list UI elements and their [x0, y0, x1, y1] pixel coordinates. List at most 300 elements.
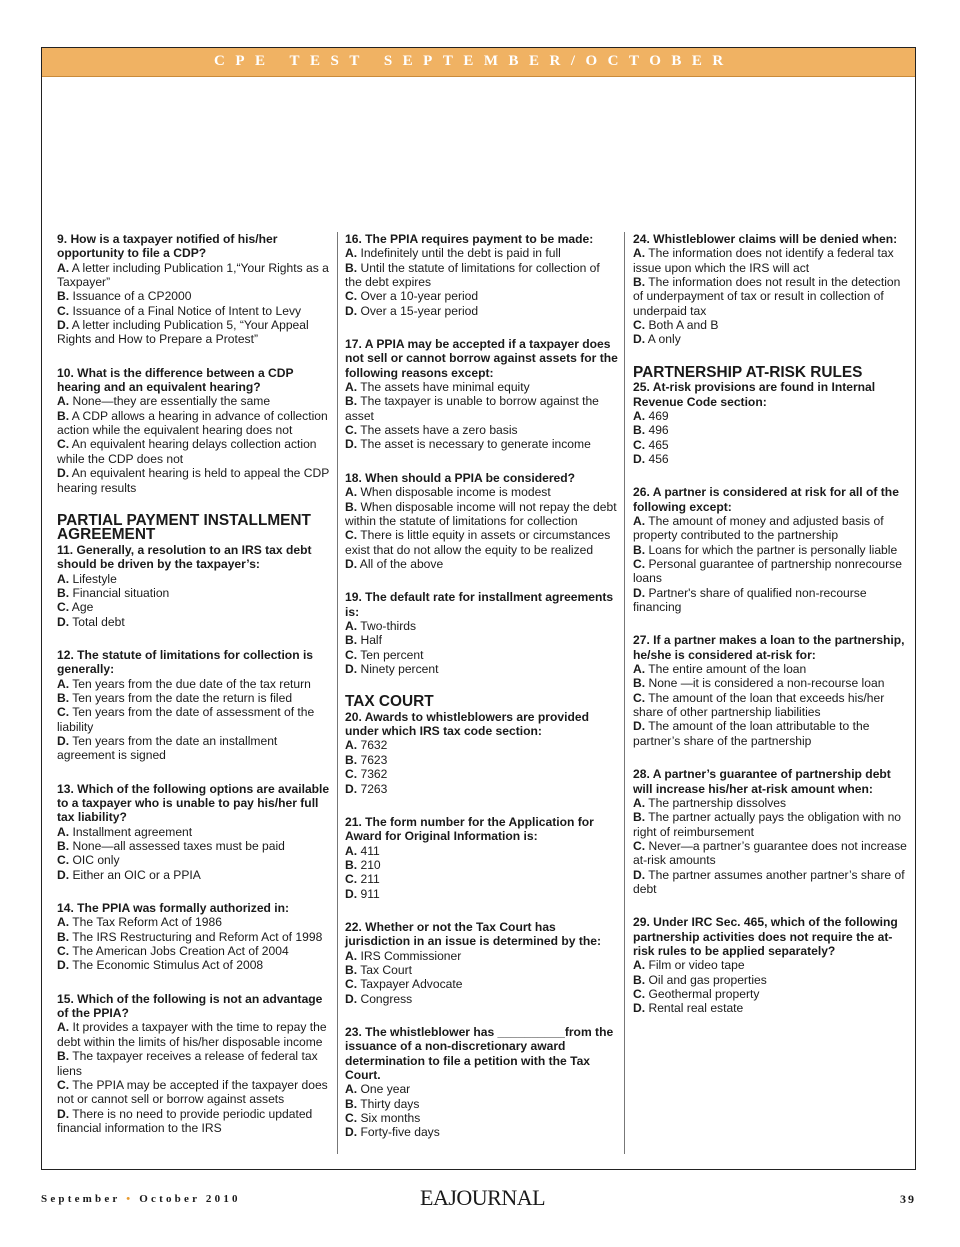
option-text: Financial situation [72, 585, 170, 600]
question-text: 23. The whistleblower has __________from the issuance of a non-discretionary award determination to file a petition with the Tax Court. [345, 1024, 614, 1082]
option-letter: D. [345, 556, 358, 571]
option-letter: B. [345, 1096, 358, 1111]
question-text: 14. The PPIA was formally authorized in: [57, 901, 290, 916]
option-text: Taxpayer Advocate [360, 977, 463, 992]
question-text: 18. When should a PPIA be considered? [345, 470, 576, 485]
answer-option [345, 437, 619, 451]
option-letter: C. [633, 318, 646, 333]
option-text: Film or video tape [648, 958, 745, 973]
option-text: The assets have a zero basis [360, 423, 518, 438]
issue-date [41, 1193, 241, 1205]
question-block [57, 366, 331, 495]
answer-option [345, 738, 619, 752]
option-text: There is little equity in assets or circumstances exist that do not allow the equity to be realized [345, 528, 611, 557]
option-text: None —it is considered a non-recourse loan [648, 676, 885, 691]
answer-option [57, 868, 331, 882]
option-text: IRS Commissioner [360, 948, 462, 963]
page-number: 39 [900, 1192, 916, 1206]
option-text: The information does not identify a federal tax issue upon which the IRS will act [633, 246, 894, 275]
option-text: The Economic Stimulus Act of 2008 [72, 958, 264, 973]
answer-option [345, 977, 619, 991]
answer-option [57, 289, 331, 303]
option-letter: D. [345, 661, 358, 676]
option-letter: B. [633, 542, 646, 557]
answer-option [57, 586, 331, 600]
option-text: Issuance of a CP2000 [72, 289, 192, 304]
option-letter: B. [633, 676, 646, 691]
answer-option [633, 796, 907, 810]
option-letter: A. [633, 958, 646, 973]
option-text: The PPIA may be accepted if the taxpayer does not or cannot sell or borrow against assets [57, 1077, 328, 1107]
option-letter: B. [57, 1049, 70, 1064]
answer-option [57, 1020, 331, 1049]
option-text: Until the statute of limitations for collection of the debt expires [345, 260, 600, 290]
option-text: 911 [360, 886, 380, 901]
question-block [57, 232, 331, 347]
option-text: When disposable income is modest [360, 485, 551, 500]
option-text: Ten years from the date the return is filed [72, 690, 293, 705]
answer-option [633, 332, 907, 346]
answer-option [345, 394, 619, 423]
question-text: 16. The PPIA requires payment to be made: [345, 232, 594, 246]
section-heading: TAX COURT [345, 693, 434, 711]
option-letter: A. [57, 1020, 70, 1035]
option-text: 211 [360, 872, 380, 887]
option-text: Ten years from the date an installment agreement is signed [57, 733, 278, 763]
option-text: Partner's share of qualified non-recourse financing [633, 585, 867, 615]
option-letter: A. [57, 394, 70, 409]
option-letter: A. [57, 824, 70, 839]
option-letter: A. [345, 948, 358, 963]
option-text: Rental real estate [648, 1001, 744, 1016]
option-letter: D. [345, 991, 358, 1006]
option-text: When disposable income will not repay the debt within the statute of limitations for collection [345, 499, 617, 528]
option-text: An equivalent hearing is held to appeal the CDP hearing results [57, 466, 330, 495]
option-letter: A. [345, 380, 358, 395]
question-text: 28. A partner’s guarantee of partnership debt will increase his/her at-risk amount when: [633, 767, 891, 796]
option-letter: D. [57, 958, 70, 973]
option-text: The partner assumes another partner’s share of debt [633, 867, 905, 896]
answer-option [633, 1001, 907, 1015]
answer-option [633, 662, 907, 676]
answer-option [633, 409, 907, 423]
answer-option [345, 633, 619, 647]
question-block [633, 363, 907, 467]
question-block [633, 232, 907, 347]
answer-option [345, 872, 619, 886]
option-letter: A. [633, 662, 646, 677]
option-letter: D. [57, 867, 70, 882]
option-letter: C. [345, 1111, 358, 1126]
answer-option [633, 438, 907, 452]
answer-option [345, 423, 619, 437]
option-letter: C. [633, 838, 646, 853]
option-text: An equivalent hearing delays collection action while the CDP does not [57, 437, 317, 466]
option-letter: B. [345, 752, 358, 767]
answer-option [633, 246, 907, 275]
question-block [345, 695, 619, 796]
header-banner [42, 48, 915, 77]
option-letter: C. [57, 853, 70, 868]
question-text: 27. If a partner makes a loan to the partnership, he/she is considered at-risk for: [633, 633, 905, 662]
question-block [57, 511, 331, 629]
option-text: Issuance of a Final Notice of Intent to Levy [72, 303, 302, 318]
option-text: A letter including Publication 5, “Your Appeal Rights and How to Prepare a Protest” [57, 318, 309, 347]
question-text: 22. Whether or not the Tax Court has jurisdiction in an issue is determined by the: [345, 919, 602, 949]
option-letter: A. [345, 485, 358, 500]
option-text: The Tax Reform Act of 1986 [72, 915, 222, 930]
answer-option [345, 528, 619, 557]
answer-option [345, 500, 619, 529]
answer-option [57, 1078, 331, 1107]
question-text: 17. A PPIA may be accepted if a taxpayer does not sell or cannot borrow against assets for the following reasons except: [345, 337, 618, 380]
question-block [633, 633, 907, 748]
option-text: Never—a partner’s guarantee does not increase at-risk amounts [633, 838, 907, 868]
answer-option [345, 1111, 619, 1125]
option-text: 7632 [360, 738, 388, 753]
question-block [345, 232, 619, 318]
answer-option [633, 839, 907, 868]
option-letter: A. [633, 795, 646, 810]
option-text: Personal guarantee of partnership nonrecourse loans [633, 557, 902, 586]
option-letter: B. [345, 394, 358, 409]
option-letter: A. [633, 514, 646, 528]
option-letter: D. [633, 332, 646, 347]
question-text: 11. Generally, a resolution to an IRS tax debt should be driven by the taxpayer’s: [57, 542, 312, 572]
question-text: 13. Which of the following options are available to a taxpayer who is unable to pay his/her full tax liability? [57, 781, 330, 825]
answer-option [633, 691, 907, 720]
answer-option [633, 318, 907, 332]
option-letter: C. [633, 557, 646, 572]
question-block [633, 485, 907, 614]
answer-option [345, 261, 619, 290]
option-text: 210 [360, 857, 381, 872]
answer-option [57, 839, 331, 853]
option-letter: B. [57, 839, 70, 854]
answer-option [345, 767, 619, 781]
answer-option [633, 676, 907, 690]
option-letter: D. [57, 733, 70, 748]
option-text: 7623 [360, 752, 388, 767]
option-text: 7263 [360, 781, 388, 796]
option-text: Lifestyle [72, 571, 117, 586]
answer-option [57, 944, 331, 958]
answer-option [633, 543, 907, 557]
question-text: 26. A partner is considered at risk for all of the following except: [633, 485, 899, 514]
option-text: The amount of money and adjusted basis of property contributed to the partnership [633, 514, 884, 543]
question-text: 19. The default rate for installment agreements is: [345, 590, 614, 619]
question-text: 10. What is the difference between a CDP hearing and an equivalent hearing? [57, 365, 294, 395]
answer-option [633, 973, 907, 987]
option-text: A letter including Publication 1,“Your Rights as a Taxpayer” [57, 260, 329, 290]
answer-option [633, 514, 907, 543]
column-1 [57, 232, 331, 1154]
answer-option [345, 949, 619, 963]
answer-option [57, 304, 331, 318]
answer-option [345, 485, 619, 499]
question-block [345, 920, 619, 1006]
answer-option [345, 304, 619, 318]
option-text: The information does not result in the detection of underpayment of tax or result in collection of underpaid tax [633, 275, 901, 318]
option-letter: C. [345, 977, 358, 992]
question-block [633, 915, 907, 1015]
answer-option [345, 289, 619, 303]
option-text: The taxpayer is unable to borrow against the asset [345, 394, 599, 423]
column-3 [633, 232, 907, 1035]
option-letter: B. [57, 408, 70, 423]
option-text: One year [360, 1082, 411, 1097]
answer-option [57, 958, 331, 972]
option-text: Thirty days [360, 1096, 420, 1111]
question-block [57, 901, 331, 973]
option-letter: C. [57, 600, 70, 615]
option-letter: D. [345, 437, 358, 452]
answer-option [57, 825, 331, 839]
option-text: Tax Court [360, 962, 413, 977]
section-heading: PARTIAL PAYMENT INSTALLMENT AGREEMENT [57, 511, 311, 544]
answer-option [57, 409, 331, 438]
answer-option [633, 810, 907, 839]
answer-option [345, 1125, 619, 1139]
answer-option [57, 915, 331, 929]
option-letter: A. [57, 571, 70, 586]
banner-title: CPE TEST SEPTEMBER/OCTOBER [214, 53, 734, 69]
option-text: The asset is necessary to generate income [360, 437, 591, 452]
option-text: 496 [648, 423, 669, 438]
question-block [57, 782, 331, 882]
option-letter: C. [633, 437, 646, 452]
answer-option [57, 261, 331, 290]
option-letter: D. [345, 781, 358, 796]
option-letter: C. [345, 289, 358, 304]
option-text: A CDP allows a hearing in advance of collection action while the equivalent hearing does not [57, 408, 328, 438]
option-letter: B. [57, 929, 70, 944]
journal-logo: EAJOURNAL [420, 1185, 546, 1210]
option-text: Ten years from the due date of the tax return [72, 676, 311, 691]
answer-option [57, 615, 331, 629]
option-text: Geothermal property [648, 986, 760, 1001]
option-letter: D. [57, 318, 70, 333]
page-footer [41, 1185, 916, 1211]
option-letter: A. [345, 1082, 358, 1097]
answer-option [345, 619, 619, 633]
option-letter: A. [345, 246, 358, 261]
option-letter: D. [633, 1001, 646, 1016]
option-text: It provides a taxpayer with the time to repay the debt within the limits of his/her disposable income [57, 1020, 327, 1049]
option-letter: C. [345, 767, 358, 782]
column-divider [624, 232, 625, 1154]
answer-option [345, 648, 619, 662]
option-letter: B. [633, 423, 646, 438]
option-letter: D. [633, 719, 646, 734]
answer-option [633, 275, 907, 318]
option-text: 456 [648, 451, 669, 466]
option-letter: C. [57, 705, 70, 720]
answer-option [57, 600, 331, 614]
question-block [633, 767, 907, 896]
answer-option [57, 1107, 331, 1136]
option-text: Two-thirds [360, 618, 417, 633]
option-letter: D. [57, 466, 70, 481]
option-letter: B. [57, 585, 70, 600]
issue-month-2: October 2010 [139, 1193, 241, 1205]
answer-option [57, 437, 331, 466]
option-text: 411 [360, 843, 380, 858]
answer-option [633, 557, 907, 586]
answer-option [633, 586, 907, 615]
question-text: 15. Which of the following is not an advantage of the PPIA? [57, 991, 323, 1021]
option-letter: A. [57, 260, 70, 275]
option-letter: D. [57, 614, 70, 629]
option-letter: A. [57, 676, 70, 691]
option-letter: B. [633, 810, 646, 825]
option-text: All of the above [359, 556, 444, 571]
answer-option [57, 691, 331, 705]
option-text: Forty-five days [360, 1125, 440, 1140]
option-letter: B. [345, 633, 358, 648]
answer-option [57, 318, 331, 347]
option-letter: B. [633, 972, 646, 987]
answer-option [345, 380, 619, 394]
issue-month-1: September [41, 1193, 121, 1205]
option-letter: A. [345, 843, 358, 858]
option-letter: A. [633, 246, 646, 261]
answer-option [345, 963, 619, 977]
option-letter: C. [633, 986, 646, 1001]
answer-option [57, 734, 331, 763]
option-letter: B. [345, 857, 358, 872]
answer-option [57, 677, 331, 691]
answer-option [345, 887, 619, 901]
answer-option [57, 705, 331, 734]
option-text: Ten percent [360, 647, 424, 662]
option-letter: C. [345, 872, 358, 887]
question-text: 12. The statute of limitations for collection is generally: [57, 647, 314, 677]
answer-option [345, 782, 619, 796]
question-block [57, 648, 331, 763]
option-text: Indefinitely until the debt is paid in full [360, 246, 561, 261]
answer-option [57, 394, 331, 408]
answer-option [345, 1097, 619, 1111]
answer-option [345, 844, 619, 858]
question-block [345, 337, 619, 452]
option-text: None—they are essentially the same [72, 394, 271, 409]
option-letter: D. [633, 451, 646, 466]
option-letter: A. [345, 738, 358, 753]
answer-option [633, 719, 907, 748]
question-text: 20. Awards to whistleblowers are provided under which IRS tax code section: [345, 709, 589, 739]
option-text: 465 [648, 437, 669, 452]
option-letter: C. [345, 423, 358, 438]
option-text: Congress [360, 991, 413, 1006]
option-text: None—all assessed taxes must be paid [72, 839, 285, 854]
option-letter: D. [345, 303, 358, 318]
column-2 [345, 232, 619, 1159]
answer-option [57, 853, 331, 867]
option-letter: D. [633, 585, 646, 600]
option-text: Either an OIC or a PPIA [72, 867, 201, 882]
option-text: Oil and gas properties [648, 972, 767, 987]
option-letter: B. [345, 260, 358, 275]
option-text: Both A and B [648, 318, 719, 333]
option-text: Over a 10-year period [360, 289, 479, 304]
answer-option [345, 1082, 619, 1096]
option-text: Ten years from the date of assessment of the liability [57, 705, 315, 734]
option-text: The assets have minimal equity [360, 380, 530, 395]
option-letter: B. [633, 275, 646, 290]
answer-option [57, 572, 331, 586]
option-letter: C. [57, 437, 70, 452]
answer-option [633, 958, 907, 972]
answer-option [345, 753, 619, 767]
question-text: 29. Under IRC Sec. 465, which of the following partnership activities does not require the at-risk rules to be applied separately? [633, 915, 898, 958]
option-text: The partnership dissolves [648, 795, 787, 810]
answer-option [633, 868, 907, 897]
answer-option [57, 930, 331, 944]
answer-option [633, 423, 907, 437]
option-letter: D. [633, 867, 646, 882]
option-letter: D. [345, 1125, 358, 1140]
option-letter: D. [57, 1106, 70, 1121]
answer-option [57, 1049, 331, 1078]
option-text: Six months [360, 1111, 421, 1126]
answer-option [345, 557, 619, 571]
question-text: 9. How is a taxpayer notified of his/her opportunity to file a CDP? [57, 232, 278, 261]
option-letter: C. [57, 303, 70, 318]
option-letter: A. [633, 408, 646, 423]
question-text: 25. At-risk provisions are found in Internal Revenue Code section: [633, 380, 876, 409]
option-text: 469 [648, 408, 669, 423]
option-letter: A. [345, 618, 358, 633]
option-text: Total debt [72, 614, 125, 629]
option-letter: C. [57, 944, 70, 959]
answer-option [633, 452, 907, 466]
option-text: The partner actually pays the obligation with no right of reimbursement [633, 810, 902, 839]
answer-option [345, 992, 619, 1006]
option-text: The taxpayer receives a release of federal tax liens [57, 1049, 318, 1078]
option-text: OIC only [72, 853, 120, 868]
option-text: Over a 15-year period [360, 303, 479, 318]
question-block [345, 815, 619, 901]
separator-dot: • [126, 1193, 134, 1205]
option-letter: B. [57, 289, 70, 304]
question-block [345, 1025, 619, 1140]
option-letter: C. [345, 647, 358, 662]
option-text: Loans for which the partner is personally liable [648, 542, 898, 557]
option-letter: B. [345, 962, 358, 977]
answer-option [345, 858, 619, 872]
option-text: The IRS Restructuring and Reform Act of 1998 [72, 929, 323, 944]
option-text: Ninety percent [360, 661, 439, 676]
option-text: The entire amount of the loan [648, 662, 807, 677]
question-block [345, 471, 619, 571]
page-frame [41, 47, 916, 1170]
answer-option [345, 246, 619, 260]
section-heading: PARTNERSHIP AT-RISK RULES [633, 363, 863, 381]
option-text: The amount of the loan attributable to the partner’s share of the partnership [633, 719, 870, 748]
answer-option [345, 662, 619, 676]
option-letter: C. [633, 690, 646, 705]
option-letter: B. [345, 499, 358, 514]
option-letter: D. [345, 886, 358, 901]
question-block [57, 992, 331, 1135]
option-letter: C. [57, 1077, 70, 1092]
question-block [345, 590, 619, 676]
option-text: Installment agreement [72, 824, 193, 839]
option-text: A only [647, 332, 681, 347]
option-text: There is no need to provide periodic updated financial information to the IRS [57, 1106, 313, 1135]
question-text: 21. The form number for the Application for Award for Original Information is: [345, 814, 594, 844]
